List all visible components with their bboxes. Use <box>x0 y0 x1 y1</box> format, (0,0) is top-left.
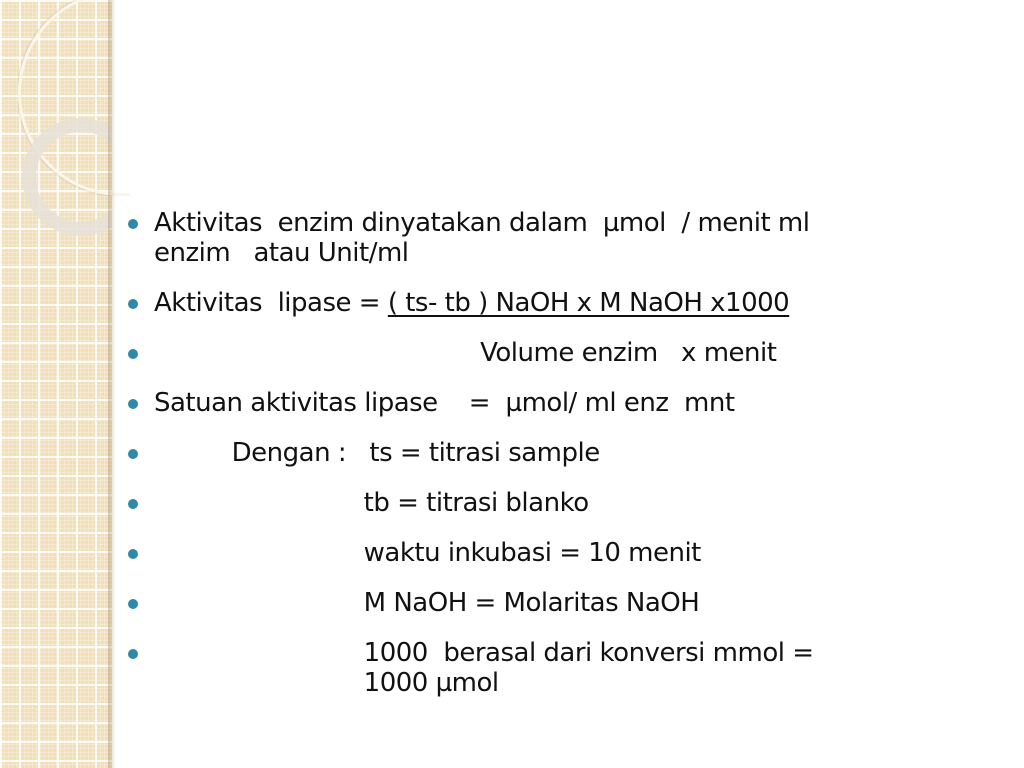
formula-denominator: Volume enzim x menit <box>154 338 777 368</box>
band-shadow <box>108 0 116 768</box>
item-text: tb = titrasi blanko <box>154 488 589 518</box>
bullet-item-incubation <box>128 538 1008 568</box>
bullet-dot-icon <box>128 399 138 409</box>
bullet-dot-icon <box>128 349 138 359</box>
bullet-item-ts <box>128 438 1008 468</box>
bullet-dot-icon <box>128 449 138 459</box>
bullet-item-activity-definition <box>128 208 1008 268</box>
bullet-dot-icon <box>128 599 138 609</box>
bullet-item-lipase-formula <box>128 288 1008 318</box>
formula-numerator: ( ts- tb ) NaOH x M NaOH x1000 <box>387 288 790 318</box>
bullet-item-unit <box>128 388 1008 418</box>
bullet-dot-icon <box>128 549 138 559</box>
item-text-continued: 1000 µmol <box>154 668 499 698</box>
bullet-dot-icon <box>128 649 138 659</box>
bullet-item-formula-denominator <box>128 338 1008 368</box>
item-text: M NaOH = Molaritas NaOH <box>154 588 700 618</box>
item-text: waktu inkubasi = 10 menit <box>154 538 701 568</box>
bullet-item-molarity <box>128 588 1008 618</box>
bullet-item-tb <box>128 488 1008 518</box>
formula-prefix: Aktivitas lipase = <box>154 288 388 318</box>
bullet-item-conversion <box>128 638 1008 698</box>
item-text: Aktivitas enzim dinyatakan dalam µmol / menit ml <box>154 208 810 238</box>
bullet-dot-icon <box>128 299 138 309</box>
item-text-continued: enzim atau Unit/ml <box>154 238 409 268</box>
item-text: Dengan : ts = titrasi sample <box>154 438 600 468</box>
bullet-dot-icon <box>128 499 138 509</box>
item-text: 1000 berasal dari konversi mmol = <box>154 638 814 668</box>
bullet-list <box>128 208 1008 718</box>
item-text: Satuan aktivitas lipase = µmol/ ml enz mnt <box>154 388 735 418</box>
bullet-dot-icon <box>128 219 138 229</box>
